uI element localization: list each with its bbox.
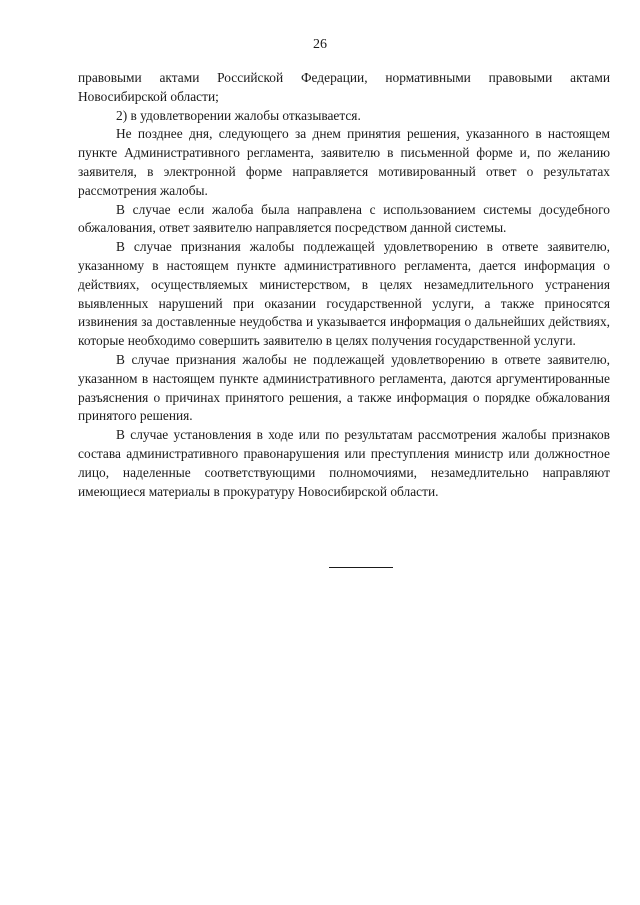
document-body [78, 69, 610, 501]
paragraph-complaint-satisfied: В случае признания жалобы подлежащей удовлетворению в ответе заявителю, указанному в настоящем пункте административного регламента, дается информация о действиях, осуществляемых министерством, в целях незамедлительного устранения выявленных нарушений при оказании государственной услуги, а также приносятся извинения за доставленные неудобства и указывается информация о дальнейших действиях, которые необходимо совершить заявителю в целях получения государственной услуги. [78, 239, 610, 349]
paragraph-complaint-rejected: В случае признания жалобы не подлежащей удовлетворению в ответе заявителю, указанном в настоящем пункте административного регламента, даются аргументированные разъяснения о причинах принятого решения, а также информация о порядке обжалования принятого решения. [78, 351, 610, 424]
paragraph-pretrial-system: В случае если жалоба была направлена с использованием системы досудебного обжалования, ответ заявителю направляется посредством данной системы. [78, 201, 610, 236]
page-number: 26 [313, 37, 327, 52]
closing-divider-line [329, 567, 393, 568]
paragraph-offense-signs: В случае установления в ходе или по результатам рассмотрения жалобы признаков состава административного правонарушения или преступления министр или должностное лицо, наделенные соответствующими полномочиями, незамедлительно направляют имеющиеся материалы в прокуратуру Новосибирской области. [78, 427, 610, 499]
paragraph-response-deadline: Не позднее дня, следующего за днем принятия решения, указанного в настоящем пункте Административного регламента, заявителю в письменной форме и, по желанию заявителя, в электронной форме направляется мотивированный ответ о результатах рассмотрения жалобы. [78, 126, 610, 198]
paragraph-refusal: 2) в удовлетворении жалобы отказывается. [116, 107, 361, 123]
paragraph-continuation: правовыми актами Российской Федерации, нормативными правовыми актами Новосибирской области; [78, 70, 610, 104]
